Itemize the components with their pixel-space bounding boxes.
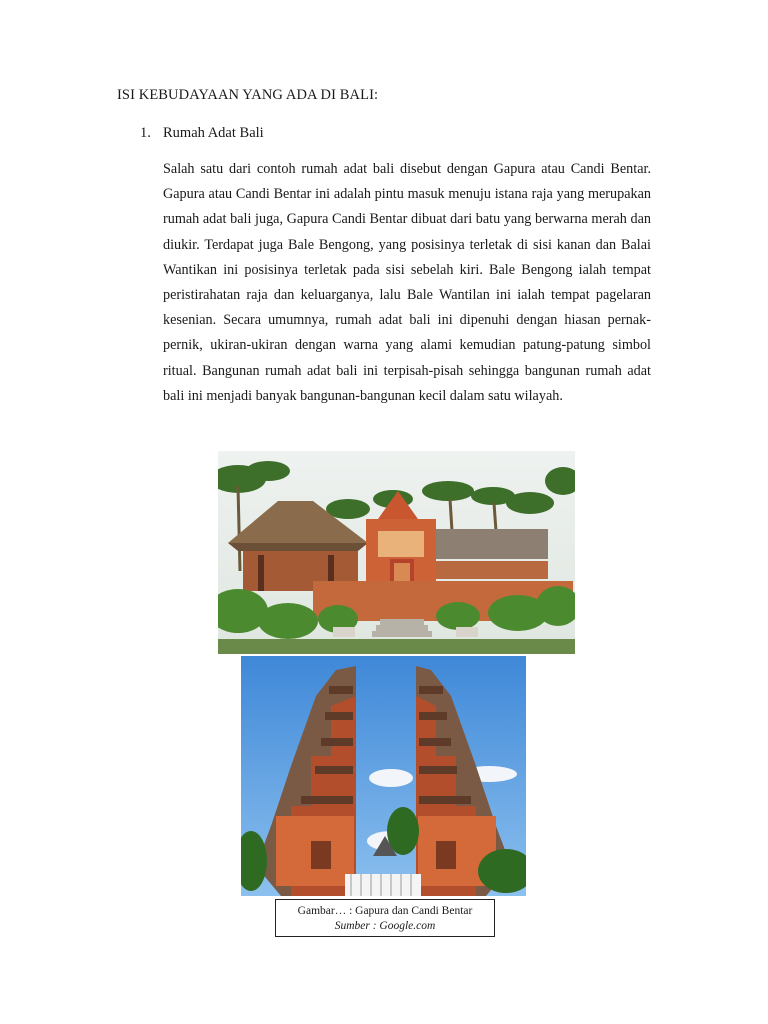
- list-title: Rumah Adat Bali: [163, 125, 264, 141]
- list-number: 1.: [140, 125, 151, 141]
- body-paragraph: Salah satu dari contoh rumah adat bali disebut dengan Gapura atau Candi Bentar. Gapura atau Candi Bentar ini adalah pintu masuk menuju istana raja yang merupakan rumah adat bali juga, Gapura Candi Bentar dibuat dari batu yang berwarna merah dan diukir. Terdapat juga Bale Bengong, yang posisinya terletak di sisi kanan dan Balai Wantikan ini posisinya terletak pada sisi sebelah kiri. Bale Bengong ialah tempat peristirahatan raja dan keluarganya, lalu Bale Wantilan ini ialah tempat pagelaran kesenian. Secara umumnya, rumah adat bali ini dipenuhi dengan hiasan pernak-pernik, ukiran-ukiran dengan warna yang alami kemudian patung-patung simbol ritual. Bangunan rumah adat bali ini terpisah-pisah sehingga bangunan rumah adat bali ini menjadi banyak bangunan-bangunan kecil dalam satu wilayah.: [163, 161, 651, 404]
- list-item-rumah-adat: [140, 125, 264, 142]
- caption-source: Sumber : Google.com: [334, 920, 436, 932]
- balinese-house-photo: [218, 451, 575, 654]
- caption-title: Gambar… : Gapura dan Candi Bentar: [297, 905, 473, 917]
- figure-caption: [275, 899, 495, 937]
- candi-bentar-photo: [241, 656, 526, 896]
- page-heading: ISI KEBUDAYAAN YANG ADA DI BALI:: [117, 87, 379, 103]
